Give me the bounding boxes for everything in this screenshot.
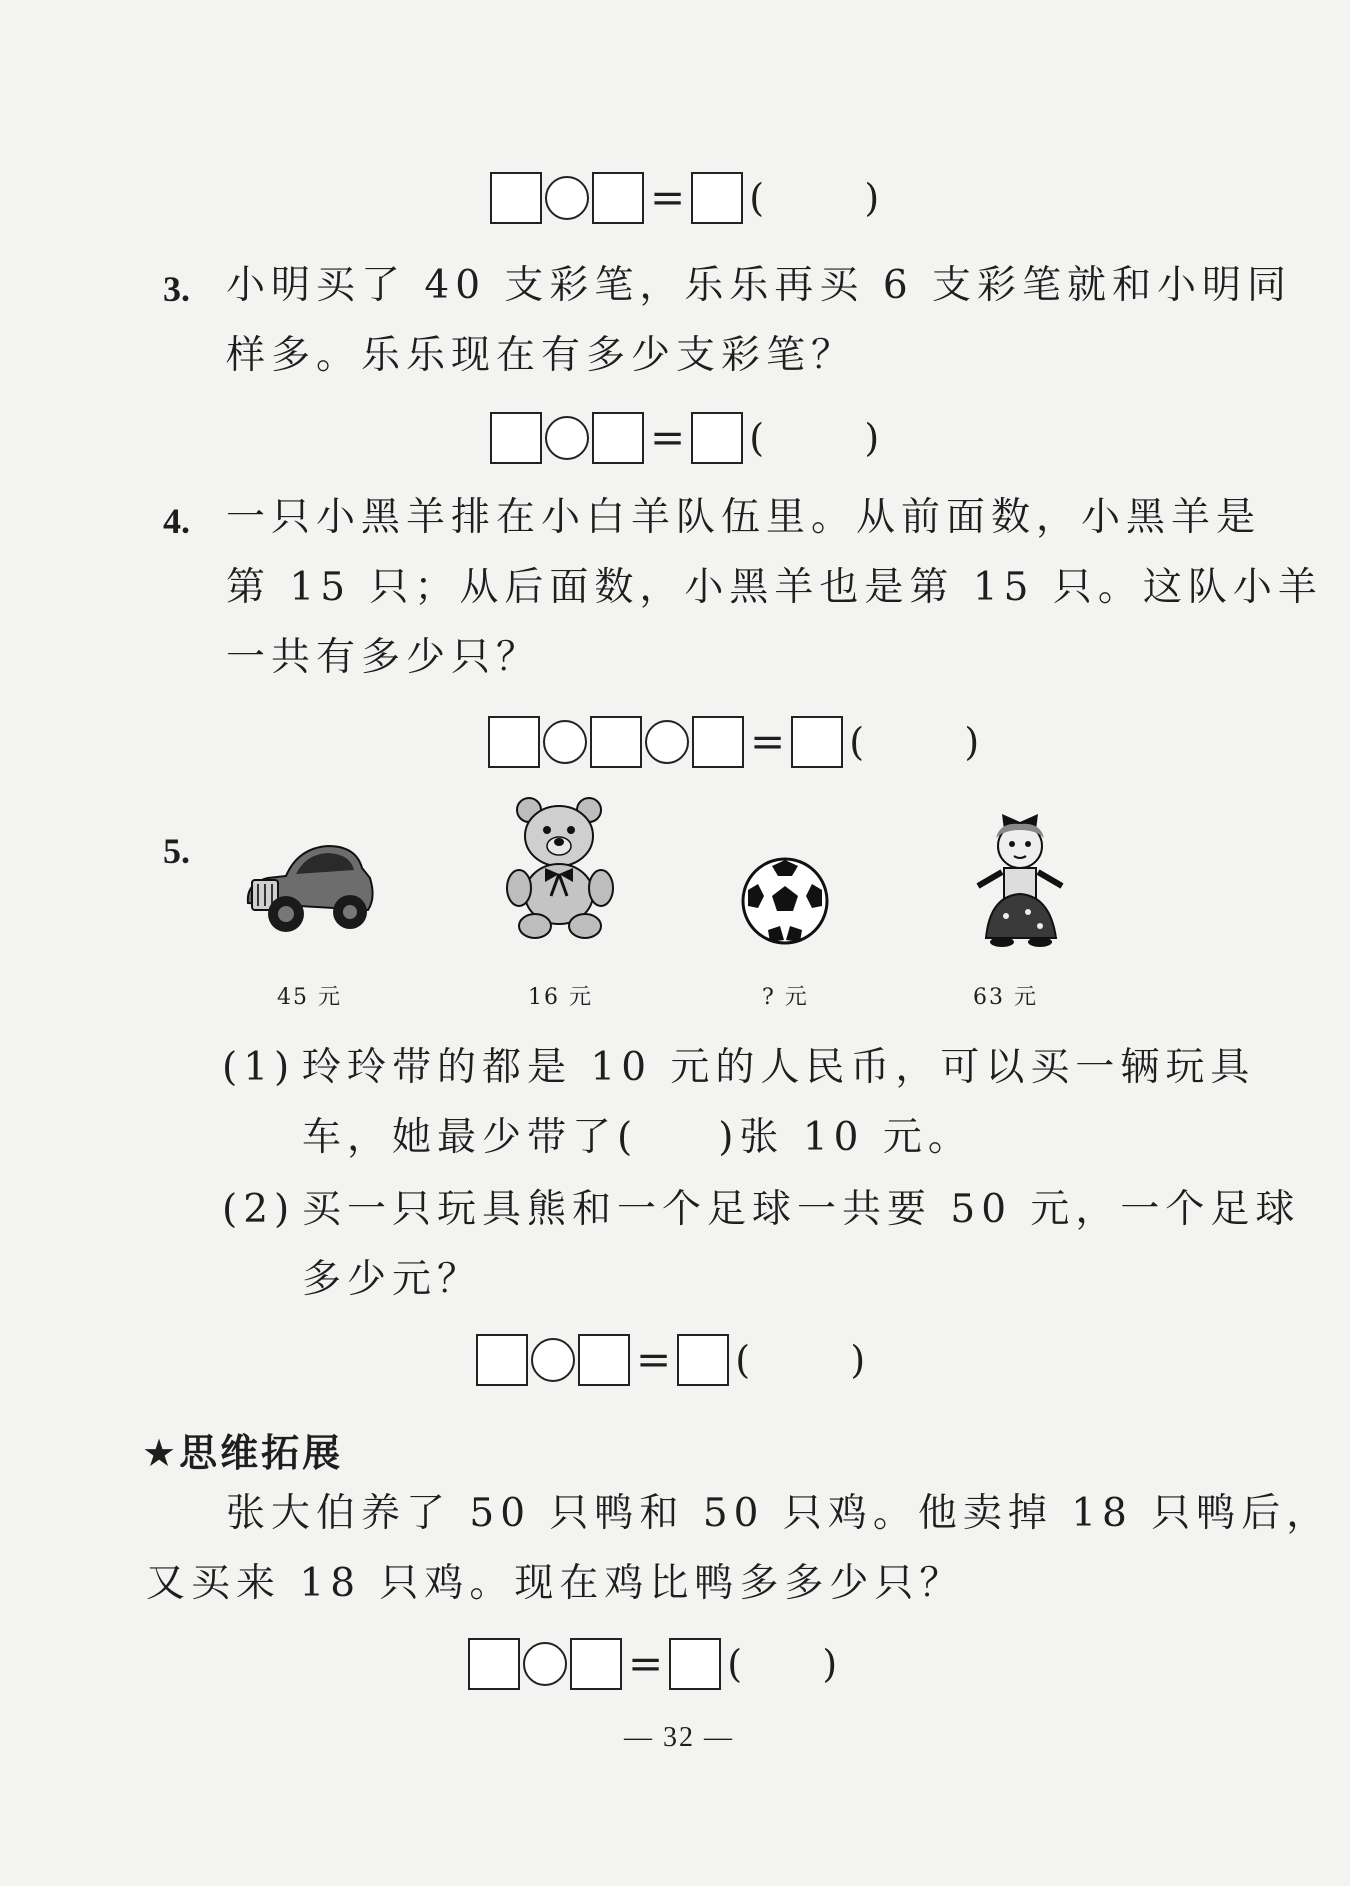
answer-box[interactable] bbox=[677, 1334, 729, 1386]
q2-equation bbox=[490, 168, 879, 228]
operator-circle[interactable] bbox=[531, 1338, 575, 1382]
unit-parentheses[interactable]: ( ) bbox=[749, 416, 880, 460]
price-label: 16 元 bbox=[528, 985, 593, 1010]
operator-circle[interactable] bbox=[645, 720, 689, 764]
question-text: 第 15 只；从后面数，小黑羊也是第 15 只。这队小羊 bbox=[226, 565, 1323, 610]
answer-box[interactable] bbox=[791, 716, 843, 768]
question-text: 样多。乐乐现在有多少支彩笔？ bbox=[226, 333, 857, 378]
equals-sign: = bbox=[636, 1335, 672, 1384]
answer-box[interactable] bbox=[490, 412, 542, 464]
equals-sign: = bbox=[750, 717, 786, 766]
teddy-bear-icon bbox=[505, 796, 617, 942]
question-text: 车，她最少带了( )张 10 元。 bbox=[302, 1115, 973, 1160]
question-text: 张大伯养了 50 只鸭和 50 只鸡。他卖掉 18 只鸭后， bbox=[226, 1491, 1332, 1536]
operator-circle[interactable] bbox=[543, 720, 587, 764]
answer-box[interactable] bbox=[570, 1638, 622, 1690]
price-label: 45 元 bbox=[277, 985, 342, 1010]
section-heading: ★思维拓展 bbox=[142, 1431, 344, 1475]
question-number: 4. bbox=[163, 501, 190, 541]
equals-sign: = bbox=[650, 173, 686, 222]
answer-box[interactable] bbox=[468, 1638, 520, 1690]
sub-question-label: (2) bbox=[222, 1187, 296, 1232]
sub-question-label: (1) bbox=[222, 1045, 296, 1090]
price-label: 63 元 bbox=[973, 985, 1038, 1010]
operator-circle[interactable] bbox=[545, 416, 589, 460]
q3-equation bbox=[490, 408, 879, 468]
question-number: 5. bbox=[163, 831, 190, 871]
answer-box[interactable] bbox=[578, 1334, 630, 1386]
answer-box[interactable] bbox=[692, 716, 744, 768]
q4-equation bbox=[488, 712, 979, 772]
answer-box[interactable] bbox=[669, 1638, 721, 1690]
question-text: 又买来 18 只鸡。现在鸡比鸭多多少只？ bbox=[146, 1561, 965, 1606]
extension-equation bbox=[468, 1634, 837, 1694]
answer-box[interactable] bbox=[592, 412, 644, 464]
star-icon: ★ bbox=[142, 1431, 180, 1475]
question-number: 3. bbox=[163, 269, 190, 309]
question-text: 玲玲带的都是 10 元的人民币，可以买一辆玩具 bbox=[302, 1045, 1256, 1090]
answer-box[interactable] bbox=[488, 716, 540, 768]
equals-sign: = bbox=[628, 1639, 664, 1688]
answer-box[interactable] bbox=[490, 172, 542, 224]
operator-circle[interactable] bbox=[523, 1642, 567, 1686]
question-text: 小明买了 40 支彩笔，乐乐再买 6 支彩笔就和小明同 bbox=[226, 263, 1293, 308]
price-label: ? 元 bbox=[762, 985, 809, 1010]
unit-parentheses[interactable]: ( ) bbox=[849, 720, 980, 764]
question-text: 一共有多少只？ bbox=[226, 635, 542, 680]
q5-2-equation bbox=[476, 1330, 865, 1390]
answer-box[interactable] bbox=[691, 412, 743, 464]
page-number: — 32 — bbox=[624, 1722, 734, 1753]
unit-parentheses[interactable]: ( ) bbox=[735, 1338, 866, 1382]
answer-box[interactable] bbox=[590, 716, 642, 768]
unit-parentheses[interactable]: ( ) bbox=[749, 176, 880, 220]
soccer-ball-icon bbox=[740, 856, 830, 946]
question-text: 多少元？ bbox=[302, 1257, 483, 1302]
answer-box[interactable] bbox=[592, 172, 644, 224]
equals-sign: = bbox=[650, 413, 686, 462]
toy-car-icon bbox=[238, 828, 378, 940]
question-text: 一只小黑羊排在小白羊队伍里。从前面数，小黑羊是 bbox=[226, 495, 1262, 540]
answer-box[interactable] bbox=[476, 1334, 528, 1386]
doll-icon bbox=[956, 808, 1086, 948]
question-text: 买一只玩具熊和一个足球一共要 50 元，一个足球 bbox=[302, 1187, 1301, 1232]
answer-box[interactable] bbox=[691, 172, 743, 224]
unit-parentheses[interactable]: ( ) bbox=[727, 1642, 838, 1686]
operator-circle[interactable] bbox=[545, 176, 589, 220]
